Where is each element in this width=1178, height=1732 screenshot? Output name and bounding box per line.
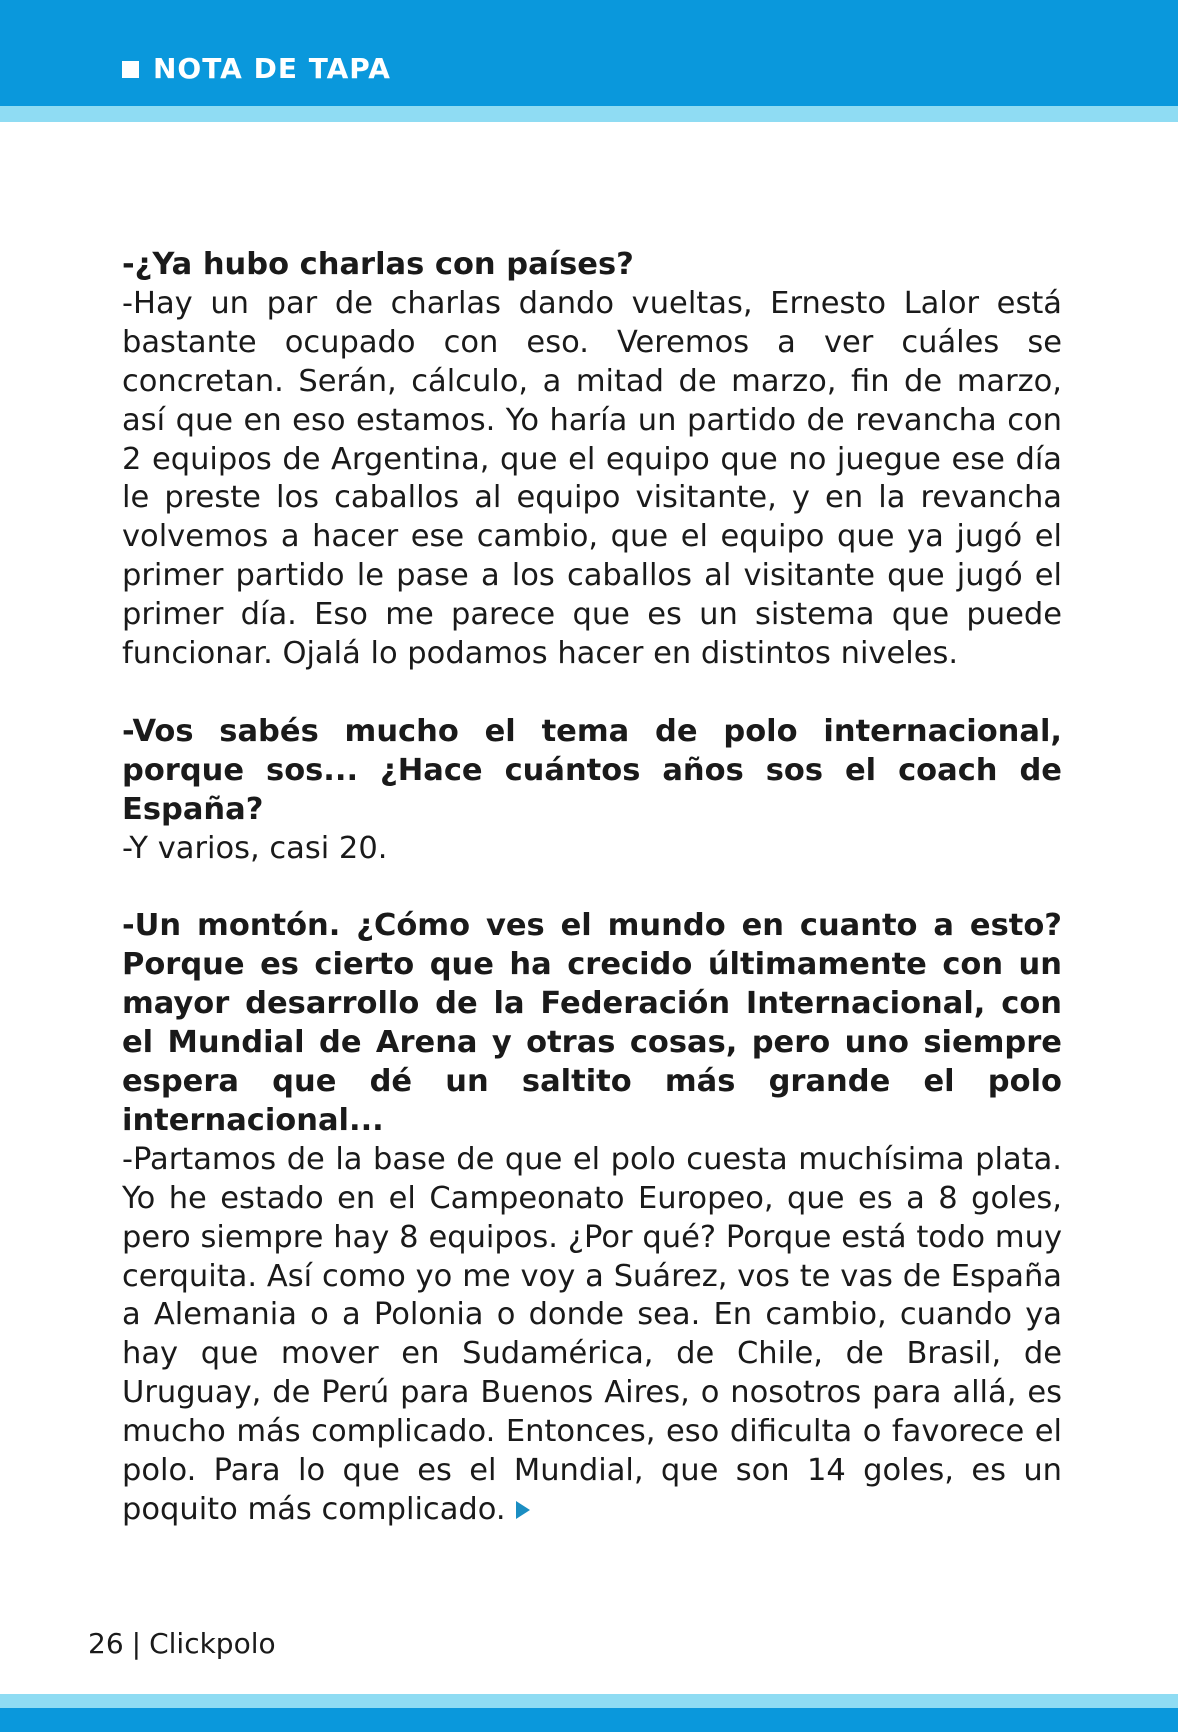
footer-bar [0,1708,1178,1732]
interview-block-1 [122,246,1062,674]
question: -Vos sabés mucho el tema de polo internacional, porque sos... ¿Hace cuántos años sos el coach de España? [122,713,1062,827]
header-stripe [0,106,1178,122]
footer-stripe [0,1694,1178,1708]
question: -¿Ya hubo charlas con países? [122,247,634,282]
interview-block-2 [122,713,1062,869]
interview-block-3 [122,907,1062,1530]
square-bullet-icon [122,61,139,78]
article-body [122,246,1062,1569]
publication-name: Clickpolo [149,1627,276,1660]
answer: -Hay un par de charlas dando vueltas, Ernesto Lalor está bastante ocupado con eso. Veremos a ver cuáles se concretan. Serán, cálculo, a mitad de marzo, fin de marzo, así que en eso estamos. Yo haría un partido de revancha con 2 equipos de Argentina, que el equipo que no juegue ese día le preste los caballos al equipo visitante, y en la revancha volvemos a hacer ese cambio, que el equipo que ya jugó el primer partido le pase a los caballos al visitante que jugó el primer día. Eso me parece que es un sistema que puede funcionar. Ojalá lo podamos hacer en distintos niveles. [122,285,1062,672]
page-footer [88,1627,276,1661]
answer: -Y varios, casi 20. [122,830,388,866]
answer-with-marker [122,1141,1062,1530]
answer: -Partamos de la base de que el polo cuesta muchísima plata. Yo he estado en el Campeonato Europeo, que es a 8 goles, pero siempre hay 8 equipos. ¿Por qué? Porque está todo muy cerquita. Así como yo me voy a Suárez, vos te vas de España a Alemania o a Polonia o donde sea. En cambio, cuando ya hay que mover en Sudamérica, de Chile, de Brasil, de Uruguay, de Perú para Buenos Aires, o nosotros para allá, es mucho más complicado. Entonces, eso dificulta o favorece el polo. Para lo que es el Mundial, que son 14 goles, es un poquito más complicado. [122,1141,1062,1527]
section-label-text: NOTA DE TAPA [153,52,391,85]
question: -Un montón. ¿Cómo ves el mundo en cuanto a esto? Porque es cierto que ha crecido últimamente con un mayor desarrollo de la Federación Internacional, con el Mundial de Arena y otras cosas, pero uno siempre espera que dé un saltito más grande el polo internacional... [122,908,1062,1138]
page-number: 26 [88,1627,124,1660]
footer-separator: | [131,1627,142,1660]
section-label [122,52,391,86]
play-triangle-icon [516,1501,530,1519]
